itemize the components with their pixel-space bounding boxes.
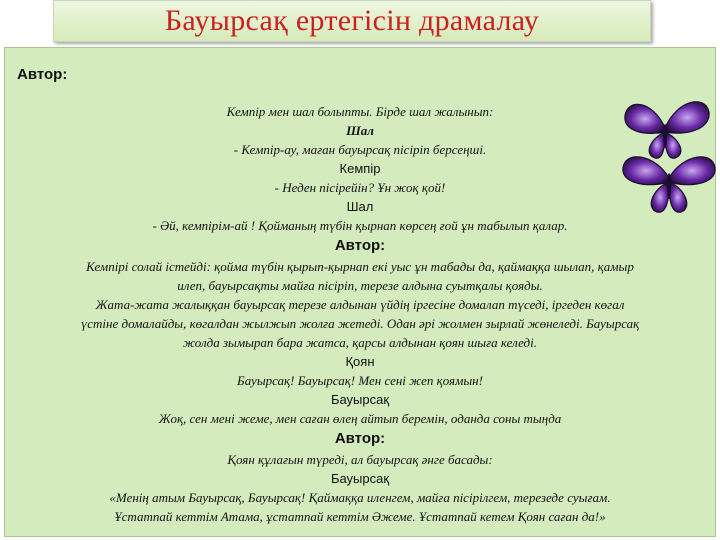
- speaker-label: Бауырсақ: [330, 471, 390, 486]
- title-banner: [53, 0, 651, 42]
- story-line: «Менің атым Бауырсақ, Бауырсақ! Қаймаққа иленгем, майға пісірілгем, терезеде суығам.: [109, 490, 611, 505]
- story-lines: [5, 102, 715, 526]
- author-label: Автор:: [334, 237, 386, 254]
- page-title: Бауырсақ ертегісін драмалау: [164, 4, 540, 37]
- story-line: - Неден пісірейін? Ұн жоқ қой!: [274, 180, 446, 195]
- story-line: Бауырсақ! Бауырсақ! Мен сені жеп қоямын!: [237, 373, 483, 388]
- story-line: Жоқ, сен мені жеме, мен саған өлең айтып беремін, оданда соны тыңда: [158, 411, 562, 426]
- story-line: жолда зымырап бара жатса, қарсы алдынан қоян шыға келеді.: [183, 335, 537, 350]
- story-line: Ұстатпай кеттім Атама, ұстатпай кеттім Әжеме. Ұстатпай кетем Қоян саған да!»: [114, 509, 606, 524]
- story-line: Жата-жата жалыққан бауырсақ терезе алдынан үйдің іргесіне домалап түседі, іргеден көгал: [95, 297, 625, 312]
- speaker-label: Шал: [346, 123, 374, 138]
- story-line: Кемпірі солай істейді: қойма түбін қырып-қырнап екі уыс ұн табады да, қаймаққа шылап, қамыр: [86, 259, 634, 274]
- speaker-label: Кемпір: [339, 161, 381, 176]
- speaker-label: Қоян: [345, 354, 375, 369]
- author-label: Автор:: [334, 430, 386, 447]
- story-panel: [4, 47, 716, 537]
- story-line: - Әй, кемпірім-ай ! Қойманың түбін қырнап көрсең ғой ұн табылып қалар.: [152, 218, 568, 233]
- speaker-label: Шал: [346, 199, 374, 214]
- story-line: Қоян құлағын түреді, ал бауырсақ әнге басады:: [227, 452, 493, 467]
- story-line: - Кемпір-ау, маған бауырсақ пісіріп берсеңші.: [233, 142, 487, 157]
- story-line: илеп, бауырсақты майға пісіріп, терезе алдына суытқалы қояды.: [177, 278, 543, 293]
- story-line: үстіне домалайды, көгалдан жылжып жолға жетеді. Одан әрі жолмен зырлай жөнеледі. Бауырсақ: [80, 316, 640, 331]
- author-label: Автор:: [17, 66, 68, 83]
- story-line: Кемпір мен шал болыпты. Бірде шал жалынып:: [226, 104, 494, 119]
- speaker-label: Бауырсақ: [330, 392, 390, 407]
